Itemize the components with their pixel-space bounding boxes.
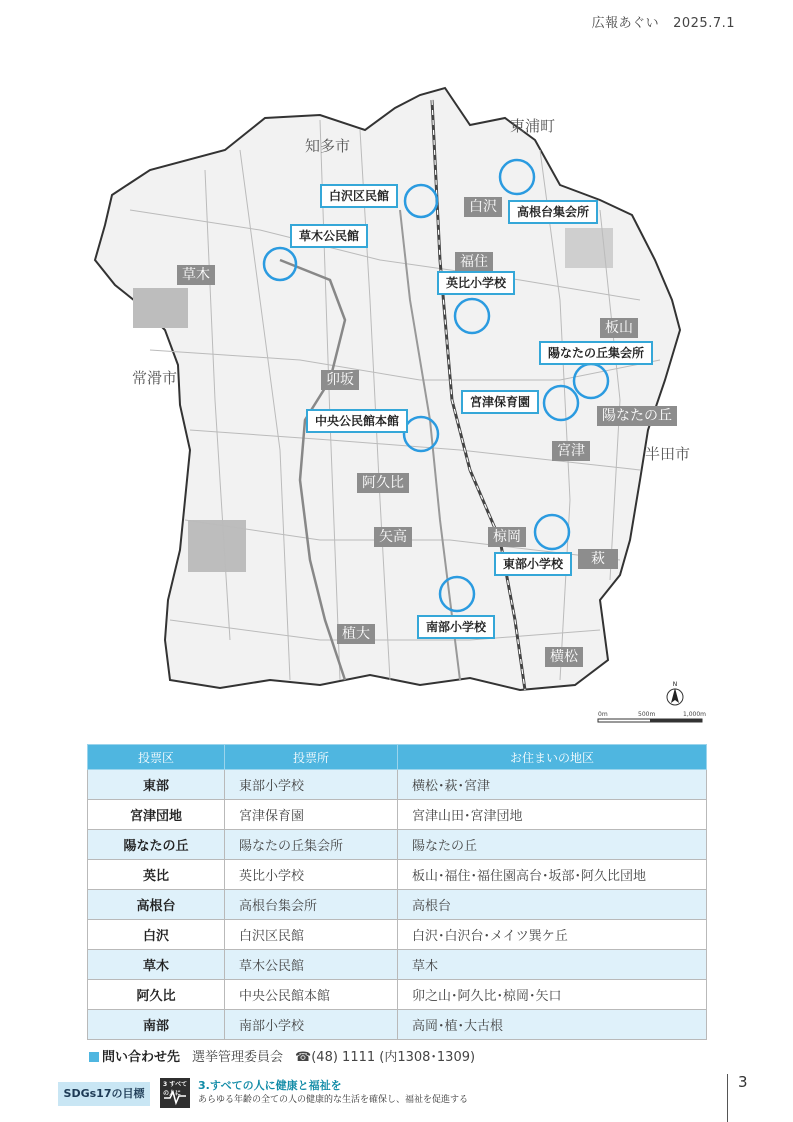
contact-title: 問い合わせ先 (102, 1050, 181, 1065)
col-place: 投票所 (225, 745, 398, 770)
districts-cell: 高岡･植･大古根 (398, 1010, 707, 1040)
ward-cell: 英比 (88, 860, 225, 890)
ward-cell: 白沢 (88, 920, 225, 950)
area-mukuoka: 椋岡 (488, 527, 526, 547)
station-miyazu-hoikuen: 宮津保育園 (461, 390, 539, 414)
station-tobu-sho: 東部小学校 (494, 552, 572, 576)
table-row (88, 800, 707, 830)
sdgs-title: 3.すべての人に健康と福祉を (198, 1079, 342, 1092)
districts-cell: 陽なたの丘 (398, 830, 707, 860)
station-chuo-kominkan: 中央公民館本館 (306, 409, 408, 433)
area-hinatanooka: 陽なたの丘 (597, 406, 677, 426)
city-chita: 知多市 (305, 137, 351, 155)
polling-table (87, 744, 707, 1040)
city-higashiura: 東浦町 (510, 117, 556, 135)
table-row (88, 920, 707, 950)
page-number: 3 (738, 1073, 748, 1091)
place-cell: 草木公民館 (225, 950, 398, 980)
place-cell: 英比小学校 (225, 860, 398, 890)
ward-cell: 草木 (88, 950, 225, 980)
area-yataka: 矢高 (374, 527, 412, 547)
area-agui: 阿久比 (357, 473, 409, 493)
place-cell: 南部小学校 (225, 1010, 398, 1040)
contact-info (89, 1046, 475, 1065)
ward-cell: 高根台 (88, 890, 225, 920)
place-cell: 白沢区民館 (225, 920, 398, 950)
station-ei-sho: 英比小学校 (437, 271, 515, 295)
place-cell: 東部小学校 (225, 770, 398, 800)
area-hagi: 萩 (578, 549, 618, 569)
table-row (88, 860, 707, 890)
place-cell: 宮津保育園 (225, 800, 398, 830)
heartbeat-icon (160, 1078, 190, 1108)
col-districts: お住まいの地区 (398, 745, 707, 770)
north-label: N (672, 681, 678, 688)
table-header-row (88, 745, 707, 770)
city-tokoname: 常滑市 (132, 369, 178, 387)
issue-date: 2025.7.1 (673, 16, 735, 31)
town-boundary (95, 88, 680, 690)
contact-dept: 選挙管理委員会 (192, 1050, 284, 1065)
area-unosaka: 卯坂 (321, 370, 359, 390)
industrial-zone (133, 288, 188, 328)
table-row (88, 980, 707, 1010)
sdgs-icon-text: 3 すべての人に (163, 1081, 188, 1097)
districts-cell: 白沢･白沢台･メイツ巽ケ丘 (398, 920, 707, 950)
table-row (88, 950, 707, 980)
station-kusaki-kominkan: 草木公民館 (290, 224, 368, 248)
place-cell: 陽なたの丘集会所 (225, 830, 398, 860)
station-takanedai: 高根台集会所 (508, 200, 598, 224)
table-row (88, 830, 707, 860)
ward-cell: 宮津団地 (88, 800, 225, 830)
scale-mid: 500m (638, 711, 656, 718)
place-cell: 高根台集会所 (225, 890, 398, 920)
col-ward: 投票区 (88, 745, 225, 770)
districts-cell: 高根台 (398, 890, 707, 920)
districts-cell: 卯之山･阿久比･椋岡･矢口 (398, 980, 707, 1010)
place-cell: 中央公民館本館 (225, 980, 398, 1010)
city-handa: 半田市 (645, 445, 691, 463)
north-arrow-icon (667, 688, 683, 705)
sdgs-goal3-icon (160, 1078, 190, 1108)
area-miyazu: 宮津 (552, 441, 590, 461)
publication-name: 広報あぐい (591, 16, 660, 31)
area-itayama: 板山 (600, 318, 638, 338)
table-row (88, 890, 707, 920)
scale-bar-black (650, 719, 702, 722)
ward-cell: 南部 (88, 1010, 225, 1040)
districts-cell: 板山･福住･福住園高台･坂部･阿久比団地 (398, 860, 707, 890)
sdgs-description: あらゆる年齢の全ての人の健康的な生活を確保し、福祉を促進する (198, 1095, 469, 1105)
scale-zero: 0m (598, 711, 608, 718)
contact-marker (89, 1052, 99, 1062)
station-shirasawa-kominkan: 白沢区民館 (320, 184, 398, 208)
districts-cell: 草木 (398, 950, 707, 980)
table-row (88, 770, 707, 800)
sdgs-label: SDGs17の目標 (58, 1082, 150, 1106)
scale-max: 1,000m (683, 711, 707, 718)
station-nanbu-sho: 南部小学校 (417, 615, 495, 639)
area-shirasawa: 白沢 (464, 197, 502, 217)
table-row (88, 1010, 707, 1040)
contact-phone: ☎(48) 1111 (内1308･1309) (295, 1050, 476, 1065)
area-kusaki: 草木 (177, 265, 215, 285)
page-divider (727, 1074, 728, 1122)
districts-cell: 横松･萩･宮津 (398, 770, 707, 800)
ward-cell: 阿久比 (88, 980, 225, 1010)
area-fukuzumi: 福住 (455, 252, 493, 272)
station-hinatanooka-shukaijo: 陽なたの丘集会所 (539, 341, 653, 365)
ward-cell: 東部 (88, 770, 225, 800)
area-yokomatsu: 横松 (545, 647, 583, 667)
ward-cell: 陽なたの丘 (88, 830, 225, 860)
districts-cell: 宮津山田･宮津団地 (398, 800, 707, 830)
area-uedai: 植大 (337, 624, 375, 644)
